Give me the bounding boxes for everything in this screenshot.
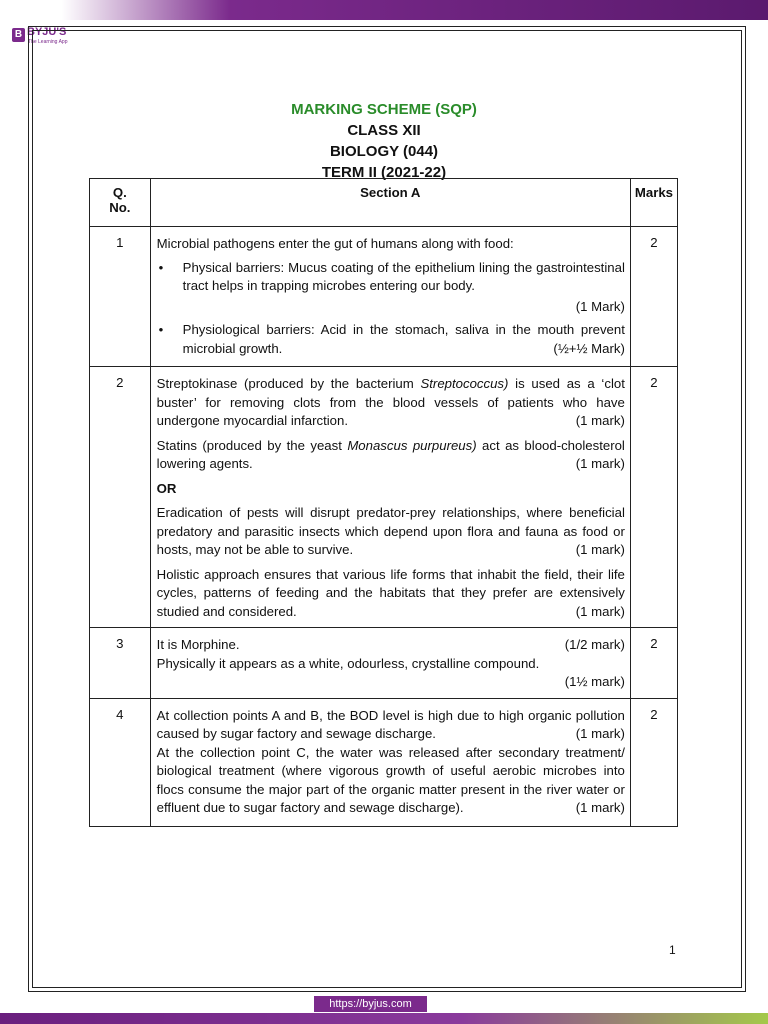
- marks-value: 2: [630, 367, 677, 628]
- bullet-item: [157, 259, 625, 296]
- bullet-icon: •: [158, 322, 164, 337]
- answer-cell: [150, 367, 630, 628]
- answer-text: Eradication of pests will disrupt predator-prey relationships, where beneficial predatory and parasitic insects which depend upon flora and fauna as food or hosts, may not be able to survive.: [156, 505, 625, 557]
- mark-label: (1/2 mark): [564, 637, 625, 652]
- answer-paragraph: [157, 504, 625, 560]
- answer-text: Physically it appears as a white, odourless, crystalline compound.: [156, 655, 540, 671]
- answer-text: Statins (produced by the yeast: [156, 437, 348, 453]
- or-label: OR: [156, 480, 177, 496]
- table-row: [90, 698, 678, 826]
- footer-url-link[interactable]: https://byjus.com: [314, 996, 427, 1012]
- mark-label: (1 Mark): [575, 298, 625, 314]
- doc-title: MARKING SCHEME (SQP): [291, 101, 477, 118]
- mark-label: (1½ mark): [564, 674, 625, 689]
- answer-text: Microbial pathogens enter the gut of humans along with food:: [156, 236, 514, 251]
- answer-cell: [150, 698, 630, 826]
- answer-text: Physiological barriers: Acid in the stomach, saliva in the mouth prevent microbial growth.: [182, 322, 625, 356]
- answer-paragraph: [157, 375, 625, 431]
- answer-text: At the collection point C, the water was released after secondary treatment/ biological treatment (where vigorous growth of useful aerobic microbes into flocs consume the major part of the organic matter present in the river water or effluent due to sugar factory and sewage discharge).: [156, 744, 625, 815]
- species-name: Monascus purpureus): [347, 437, 477, 453]
- answer-line: [157, 636, 625, 655]
- marks-value: 2: [630, 628, 677, 699]
- logo-tagline: The Learning App: [28, 39, 68, 45]
- question-number: 1: [90, 227, 151, 367]
- bullet-item: [157, 321, 625, 358]
- table-row: [90, 628, 678, 699]
- mark-label: (1 mark): [575, 456, 625, 471]
- doc-subject: BIOLOGY (044): [329, 143, 439, 160]
- answer-cell: [150, 628, 630, 699]
- bullet-icon: •: [158, 259, 164, 275]
- logo-icon: B: [12, 28, 25, 42]
- logo-text: BYJU'S: [27, 26, 67, 38]
- mark-label: (½+½ Mark): [553, 340, 625, 356]
- bottom-banner: [0, 1013, 768, 1024]
- answer-text: Holistic approach ensures that various life forms that inhabit the field, their life cycles, patterns of feeding and the habitats that they prefer are extensively studied and considered.: [156, 566, 625, 619]
- answer-text: Streptokinase (produced by the bacterium: [156, 376, 421, 391]
- answer-paragraph: [157, 744, 625, 818]
- answer-text: Physical barriers: Mucus coating of the epithelium lining the gastrointestinal tract helps in trapping microbes entering our body.: [182, 259, 625, 293]
- question-number: 4: [90, 698, 151, 826]
- page-number: 1: [669, 943, 676, 957]
- mark-label: (1 mark): [575, 413, 625, 428]
- answer-text: At collection points A and B, the BOD level is high due to high organic pollution caused by sugar factory and sewage discharge.: [156, 707, 625, 741]
- answer-paragraph: [157, 566, 625, 622]
- question-number: 3: [90, 628, 151, 699]
- table-row: [90, 227, 678, 367]
- table-row: [90, 367, 678, 628]
- answer-text: is used as a ‘clot buster’ for removing clots from the blood vessels of patients who have undergone myocardial infarction.: [156, 376, 625, 428]
- answer-text: It is Morphine.: [156, 637, 240, 652]
- mark-label: (1 mark): [575, 542, 625, 557]
- mark-label: (1 mark): [575, 603, 625, 619]
- answer-paragraph: [157, 707, 625, 744]
- answer-cell: [150, 227, 630, 367]
- bullet-body: [183, 321, 625, 358]
- top-banner: [0, 0, 768, 20]
- marking-table: [89, 178, 678, 827]
- doc-term: TERM II (2021-22): [321, 164, 447, 181]
- header-qno: Q. No.: [90, 179, 151, 227]
- mark-label: (1 mark): [575, 726, 625, 741]
- question-number: 2: [90, 367, 151, 628]
- table-header-row: [90, 179, 678, 227]
- header-marks: Marks: [630, 179, 677, 227]
- doc-class: CLASS XII: [347, 122, 421, 139]
- mark-label: (1 mark): [575, 800, 625, 815]
- answer-paragraph: [157, 437, 625, 474]
- header-section: Section A: [150, 179, 630, 227]
- marks-value: 2: [630, 227, 677, 367]
- species-name: Streptococcus): [420, 376, 509, 391]
- marks-value: 2: [630, 698, 677, 826]
- answer-text: act as blood-cholesterol lowering agents.: [156, 437, 625, 471]
